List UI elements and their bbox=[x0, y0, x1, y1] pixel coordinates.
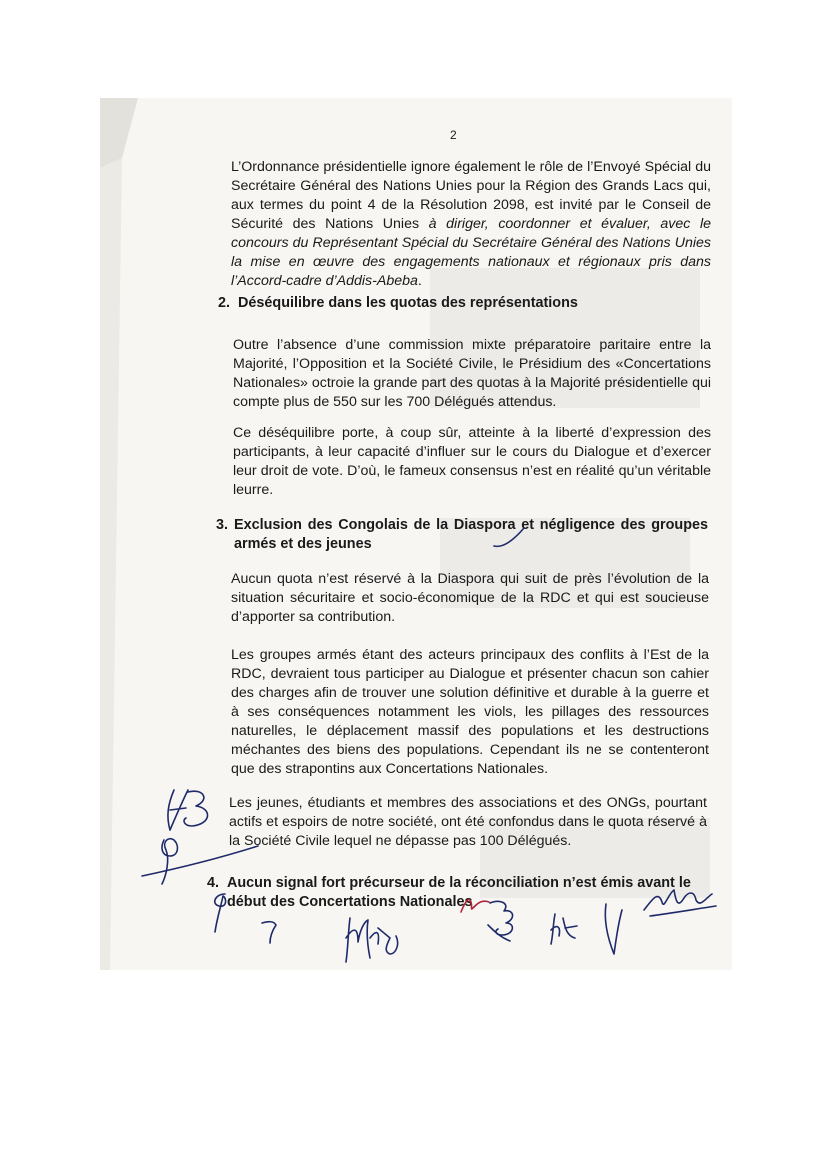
intro-paragraph bbox=[231, 158, 711, 291]
signature-stroke-right bbox=[598, 900, 628, 960]
section-2-heading bbox=[218, 294, 698, 313]
signature-far-right bbox=[640, 880, 720, 930]
signature-center bbox=[480, 895, 530, 945]
section-2-number: 2. bbox=[218, 295, 231, 311]
small-initial-mark bbox=[258, 915, 282, 945]
initials-signature-left bbox=[140, 780, 260, 890]
section-4-title: Aucun signal fort précurseur de la réconciliation n’est émis avant le début des Concertations Nationales bbox=[227, 875, 691, 910]
section-3-title: Exclusion des Congolais de la Diaspora et négligence des groupes armés et des jeunes bbox=[234, 517, 708, 552]
intro-end: . bbox=[417, 273, 422, 289]
signature-small-right bbox=[545, 908, 585, 948]
section-2-paragraph-2: Ce déséquilibre porte, à coup sûr, atteinte à la liberté d’expression des participants, à leur capacité d’influer sur le cours du Dialogue et d’exercer leur droit de vote. D’où, le fameux consensus n’est en réalité qu’un véritable leurre. bbox=[233, 425, 711, 498]
page-number: 2 bbox=[450, 128, 457, 142]
initial-mark-left bbox=[205, 888, 235, 938]
section-3-paragraph-1: Aucun quota n’est réservé à la Diaspora qui suit de près l’évolution de la situation sécuritaire et socio-économique de la RDC et qui est soucieuse d’apporter sa contribution. bbox=[231, 571, 709, 625]
pen-tick-mark bbox=[490, 522, 530, 552]
intro-text: L’Ordonnance présidentielle ignore également le rôle de l’Envoyé Spécial du Secrétaire Général des Nations Unies pour la Région des Grands Lacs qui, aux termes du point 4 de la Résolution 2098, est invité par le Conseil de Sécurité des Nations Unies bbox=[231, 159, 711, 232]
section-2-paragraph-1: Outre l’absence d’une commission mixte préparatoire paritaire entre la Majorité, l’Opposition et la Société Civile, le Présidium des «Concertations Nationales» octroie la grande part des quotas à la Majorité présidentielle qui compte plus de 550 sur les 700 Délégués attendus. bbox=[233, 337, 711, 410]
intro-italic-quote: à diriger, coordonner et évaluer, avec le concours du Représentant Spécial du Secrétaire Général des Nations Unies la mise en œuvre des engagements nationaux et régionaux pris dans l’Accord-cadre d’Addis-Abeba bbox=[231, 216, 711, 289]
section-2-title: Déséquilibre dans les quotas des représentations bbox=[238, 295, 578, 311]
section-4-number: 4. bbox=[207, 875, 220, 891]
section-3-heading bbox=[216, 516, 708, 554]
section-3-paragraph-3: Les jeunes, étudiants et membres des associations et des ONGs, pourtant actifs et espoirs de notre société, ont été confondus dans le quota réservé à la Société Civile lequel ne dépasse pas 100 Délégués. bbox=[229, 795, 707, 849]
section-3-paragraph-2: Les groupes armés étant des acteurs principaux des conflits à l’Est de la RDC, devraient tous participer au Dialogue et présenter chacun son cahier des charges afin de trouver une solution définitive et durable à la guerre et à ses conséquences notamment les viols, les pillages des ressources naturelles, le déplacement massif des populations et les destructions méchantes des biens des populations. Cependant ils ne se contenteront que des strapontins aux Concertations Nationales. bbox=[231, 647, 709, 777]
signature-mid-left bbox=[340, 908, 410, 968]
section-3-number: 3. bbox=[216, 517, 229, 533]
